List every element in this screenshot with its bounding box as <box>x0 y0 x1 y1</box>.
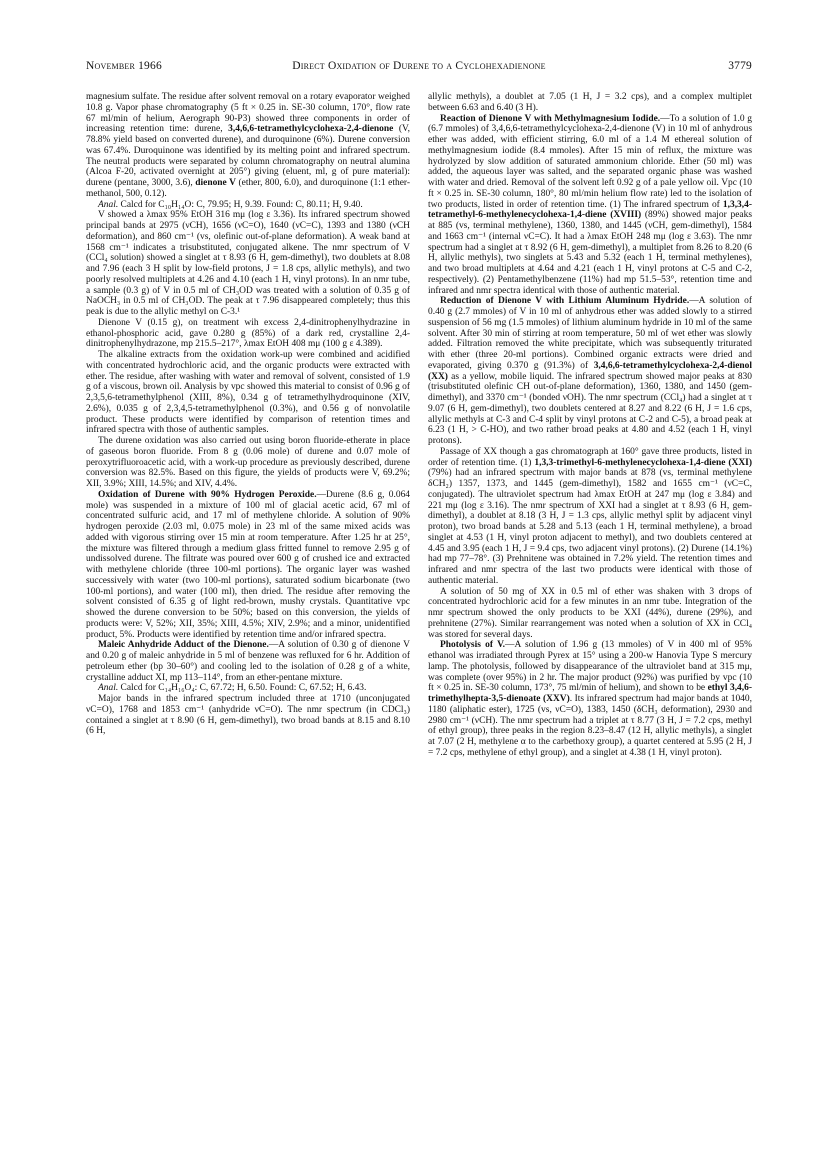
paragraph <box>428 640 752 758</box>
body-text: (89%) showed major peaks at 885 (vs, terminal methylene), 1360, 1380, and 1445 (νCH, gem-dimethyl), 1584 and 1663 cm⁻¹ (internal νC=C). It had a λmax EtOH 248 mμ (log ε 3.63). The nmr spectrum had a singlet at τ 8.92 (6 H, gem-dimethyl), a multiplet from 8.26 to 8.20 (6 H, allylic methyls), two singlets at 5.43 and 5.32 (each 1 H, terminal methylenes), and two broad multiplets at 4.64 and 4.21 (each 1 H, vinyl protons at C-5 and C-2, respectively). (2) Pentamethylbenzene (11%) had mp 51.5–53°, retention time and infrared and nmr spectra identical with those of authentic material. <box>428 210 752 296</box>
body-text: (V, 78.8% yield based on converted durene), and duroquinone (6%). Durene conversion was 67.4%. Duroquinone was identified by its melting point and infrared spectrum. The neutral products were separated by column chromatography on neutral alumina (Alcoa F-20, activated overnight at 205°) giving (eluent, ml, g of pure material): durene (pentane, 3000, 3.6), <box>86 124 410 188</box>
body-text: as a yellow, mobile liquid. The infrared spectrum showed major peaks at 830 (trisubstituted olefinic CH out-of-plane deformation), 1360, 1380, and 1450 (gem-dimethyl), and 3370 cm⁻¹ (bonded νOH). The nmr spectrum (CCl₄) had a singlet at τ 9.07 (6 H, gem-dimethyl), two doublets centered at 8.27 and 8.22 (6 H, J = 1.6 cps, allylic methyls at C-3 and C-4 split by vinyl protons at C-2 and C-5), a broad peak at 6.23 (1 H, > C-HO), and two rather broad peaks at 4.80 and 4.52 (each 1 H, vinyl protons). <box>428 371 752 446</box>
paragraph <box>86 436 410 490</box>
paragraph <box>428 92 752 114</box>
body-text: V showed a λmax 95% EtOH 316 mμ (log ε 3.36). Its infrared spectrum showed principal bands at 2975 (νCH), 1656 (νC=O), 1640 (νC=C), 1393 and 1380 (νCH deformation), and 860 cm⁻¹ (vs, olefinic out-of-plane deformation). A weak band at 1568 cm⁻¹ indicates a trisubstituted, conjugated alkene. The nmr spectrum of V (CCl₄ solution) showed a singlet at τ 8.93 (6 H, gem-dimethyl), two doublets at 8.08 and 7.96 (each 3 H split by low-field protons, J = 1.8 cps, allylic methyls), and two poorly resolved multiplets at 4.26 and 4.10 (each 1 H, vinyl protons). In an nmr tube, a sample (0.3 g) of V in 0.5 ml of CH₃OD was treated with a solution of 0.35 g of NaOCH₃ in 0.5 ml of CH₃OD. The peak at τ 7.96 disappeared completely; thus this peak is due to the allylic methyl on C-3.¹ <box>86 210 410 317</box>
paragraph <box>428 114 752 297</box>
paragraph <box>86 92 410 200</box>
paragraph <box>428 587 752 641</box>
body-text: Calcd for C₁₀H₁₄O: C, 79.95; H, 9.39. Found: C, 80.11; H, 9.40. <box>118 199 363 210</box>
body-text: Passage of XX though a gas chromatograph at 160° gave three products, listed in order of retention time. (1) <box>428 446 752 468</box>
bold-heading-text: Oxidation of Durene with 90% Hydrogen Peroxide. <box>98 489 317 500</box>
paragraph <box>428 447 752 587</box>
paragraph <box>86 490 410 641</box>
paragraph <box>86 200 410 211</box>
paragraph <box>86 210 410 318</box>
body-text: Major bands in the infrared spectrum included three at 1710 (unconjugated νC=O), 1768 and 1853 cm⁻¹ (anhydride νC=O). The nmr spectrum (in CDCl₃) contained a singlet at τ 8.90 (6 H, gem-dimethyl), two broad bands at 8.15 and 8.10 (6 H, <box>86 694 410 737</box>
body-text: Calcd for C₁₄H₁₆O₄: C, 67.72; H, 6.50. Found: C, 67.52; H, 6.43. <box>118 683 367 694</box>
italic-text: Anal. <box>98 683 119 694</box>
body-text: Dienone V (0.15 g), on treatment wih excess 2,4-dinitrophenylhydrazine in ethanol-phosphoric acid, gave 0.280 g (85%) of a dark red, crystalline 2,4-dinitrophenylhydrazone, mp 215.5–217°, λmax EtOH 408 mμ (100 g ε 4.389). <box>86 317 410 350</box>
bold-heading-text: 1,3,3,4-tetramethyl-6-methylenecyclohexa-1,4-diene (XVIII) <box>428 199 752 221</box>
running-header <box>86 60 752 76</box>
body-text: . Its infrared spectrum had major bands at 1040, 1180 (aliphatic ester), 1725 (vs, νC=O), 1383, 1450 (δCH₃ deformation), 2930 and 2980 cm⁻¹ (νCH). The nmr spectrum had a triplet at τ 8.77 (3 H, J = 7.2 cps, methyl of ethyl group), three peaks in the region 8.23–8.47 (12 H, allylic methyls), a singlet at 7.07 (2 H, methylene α to the carbethoxy group), a quartet centered at 5.95 (2 H, J = 7.2 cps, methylene of ethyl group), and a singlet at 4.38 (1 H, vinyl proton). <box>428 694 752 758</box>
body-text: (79%) had an infrared spectrum with major bands at 878 (vs, terminal methylene δCH₂) 1357, 1373, and 1445 (gem-dimethyl), 1582 and 1655 cm⁻¹ (νC=C, conjugated). The ultraviolet spectrum had λmax EtOH at 247 mμ (log ε 3.84) and 221 mμ (log ε 3.16). The nmr spectrum of XXI had a singlet at τ 8.93 (6 H, gem-dimethyl), a doublet at 8.18 (3 H, J = 1.3 cps, allylic methyl split by adjacent vinyl proton), two broad bands at 5.28 and 5.13 (each 1 H, terminal methylene), a broad singlet at 4.53 (1 H, vinyl proton adjacent to methyl), and two doublets centered at 4.45 and 3.95 (each 1 H, J = 9.4 cps, two adjacent vinyl protons). (2) Durene (14.1%) had mp 77–78°. (3) Prehnitene was obtained in 7.2% yield. The retention times and infrared and nmr spectra of the last two products were identical with those of authentic material. <box>428 468 752 586</box>
body-text: The alkaline extracts from the oxidation work-up were combined and acidified with concentrated hydrochloric acid, and the organic products were extracted with ether. The residue, after washing with water and removal of solvent, consisted of 1.9 g of a viscous, brown oil. Analysis by vpc showed this material to consist of 0.96 g of 2,3,5,6-tetramethylphenol (XIII, 8%), 0.34 g of tetramethylhydroquinone (XIV, 2.6%), 0.035 g of 2,3,4,5-tetramethylphenol (0.3%), and 0.56 g of nonvolatile product. These products were identified by comparison of retention times and infrared spectra with those of authentic samples. <box>86 350 410 436</box>
bold-heading-text: 1,3,3-trimethyl-6-methylenecyclohexa-1,4-diene (XXI) <box>534 457 752 468</box>
body-text: —A solution of 0.40 g (2.7 mmoles) of V in 10 ml of anhydrous ether was added slowly to a stirred suspension of 56 mg (1.5 mmoles) of lithium aluminum hydride in 10 ml of the same solvent. After 30 min of stirring at room temperature, 50 ml of wet ether was slowly added. Filtration removed the white precipitate, which was subsequently triturated with ether (three 20-ml portions). Combined organic extracts were dried and evaporated, giving 0.370 g (91.3%) of <box>428 296 752 371</box>
bold-heading-text: Maleic Anhydride Adduct of the Dienone. <box>98 640 269 651</box>
header-date: November 1966 <box>86 60 162 72</box>
body-text: allylic methyls), a doublet at 7.05 (1 H, J = 3.2 cps), and a complex multiplet between 6.63 and 6.40 (3 H). <box>428 92 752 113</box>
bold-heading-text: Reduction of Dienone V with Lithium Aluminum Hydride. <box>440 296 690 307</box>
bold-heading-text: ethyl 3,4,6-trimethylhepta-3,5-dienoate (XXV) <box>428 683 752 704</box>
body-text: A solution of 50 mg of XX in 0.5 ml of ether was shaken with 3 drops of concentrated hydrochloric acid for a few minutes in an nmr tube. Integration of the nmr spectrum showed the only products to be XXI (44%), durene (29%), and prehnitene (27%). Similar rearrangement was noted when a solution of XX in CCl₄ was stored for several days. <box>428 586 752 640</box>
left-column <box>86 92 410 1102</box>
paragraph <box>86 640 410 683</box>
paragraph <box>428 296 752 447</box>
paragraph <box>86 318 410 350</box>
header-title: Direct Oxidation of Durene to a Cyclohexadienone <box>292 60 546 72</box>
paragraph <box>86 350 410 436</box>
body-text: —To a solution of 1.0 g (6.7 mmoles) of 3,4,6,6-tetramethylcyclohexa-2,4-dienone (V) in 10 ml of anhydrous ether was added, with efficient stirring, 6.0 ml of a 1.4 M ethereal solution of methylmagnesium iodide (8.4 mmoles). After 15 min of reflux, the mixture was hydrolyzed by slow addition of saturated ammonium chloride. Ether (50 ml) was added, the aqueous layer was salted, and the separated organic phase was washed with water and dried. Removal of the solvent left 0.92 g of a pale yellow oil. Vpc (10 ft × 0.25 in. SE-30 column, 180°, 80 ml/min helium flow rate) led to the isolation of two products, listed in order of retention time. (1) The infrared spectrum of <box>428 113 752 210</box>
page-number: 3779 <box>728 60 752 72</box>
bold-heading-text: 3,4,6,6-tetramethylcyclohexa-2,4-dienol (XX) <box>428 360 752 382</box>
right-column <box>428 92 752 1102</box>
body-text: —A solution of 0.30 g of dienone V and 0.20 g of maleic anhydride in 5 ml of benzene was refluxed for 6 hr. Addition of petroleum ether (bp 30–60°) and cooling led to the isolation of 0.28 g of a white, crystalline adduct XI, mp 113–114°, from an ether-pentane mixture. <box>86 640 410 683</box>
body-text: —Durene (8.6 g, 0.064 mole) was suspended in a mixture of 100 ml of glacial acetic acid, 67 ml of concentrated sulfuric acid, and 17 ml of methylene chloride. A solution of 90% hydrogen peroxide (2.03 ml, 0.075 mole) in 23 ml of the same mixed acids was added with vigorous stirring over 15 min at room temperature. After 1.25 hr at 25°, the mixture was filtered through a medium glass fritted funnel to remove 2.95 g of undissolved durene. The filtrate was poured over 600 g of crushed ice and extracted with methylene chloride (three 100-ml portions). The organic layer was washed successively with water (two 100-ml portions), saturated sodium bicarbonate (two 100-ml portions), and water (100 ml), then dried. The residue after removing the solvent consisted of 6.35 g of light red-brown, mushy crystals. Quantitative vpc showed the durene conversion to be 50%; based on this conversion, the yields of products were: V, 52%; XII, 35%; XIII, 4.5%; XIV, 2.9%; and a minor, unidentified product, 5%. Products were identified by retention time and/or infrared spectra. <box>86 489 410 640</box>
paragraph <box>86 694 410 737</box>
body-text: The durene oxidation was also carried out using boron fluoride-etherate in place of gaseous boron fluoride. From 8 g (0.06 mole) of durene and 0.07 mole of peroxytrifluoroacetic acid, with a work-up procedure as previously described, durene conversion was 82.5%. Based on this figure, the yields of products were V, 69.2%; XII, 3.9%; XIII, 14.5%; and XIV, 4.4%. <box>86 436 410 489</box>
bold-heading-text: Reaction of Dienone V with Methylmagnesium Iodide. <box>440 113 661 124</box>
bold-heading-text: 3,4,6,6-tetramethylcyclohexa-2,4-dienone <box>228 124 394 135</box>
bold-heading-text: Photolysis of V. <box>440 640 506 651</box>
paragraph <box>86 683 410 694</box>
bold-heading-text: dienone V <box>195 178 236 188</box>
body-text: magnesium sulfate. The residue after solvent removal on a rotary evaporator weighed 10.8 g. Vapor phase chromatography (5 ft × 0.25 in. SE-30 column, 170°, flow rate 67 ml/min of helium, Aerograph 90-P3) showed three components in order of increasing retention time: durene, <box>86 92 410 135</box>
italic-text: Anal. <box>98 199 119 210</box>
body-text: —A solution of 1.96 g (13 mmoles) of V in 400 ml of 95% ethanol was irradiated through Pyrex at 15° using a 200-w Hanovia Type S mercury lamp. The photolysis, followed by disappearance of the ultraviolet band at 315 mμ, was complete (over 95%) in 2 hr. The major product (92%) was purified by vpc (10 ft × 0.25 in. SE-30 column, 173°, 75 ml/min of helium), and shown to be <box>428 640 752 694</box>
body-text: (ether, 800, 6.0), and duroquinone (1:1 ether-methanol, 500, 0.12). <box>86 178 410 199</box>
